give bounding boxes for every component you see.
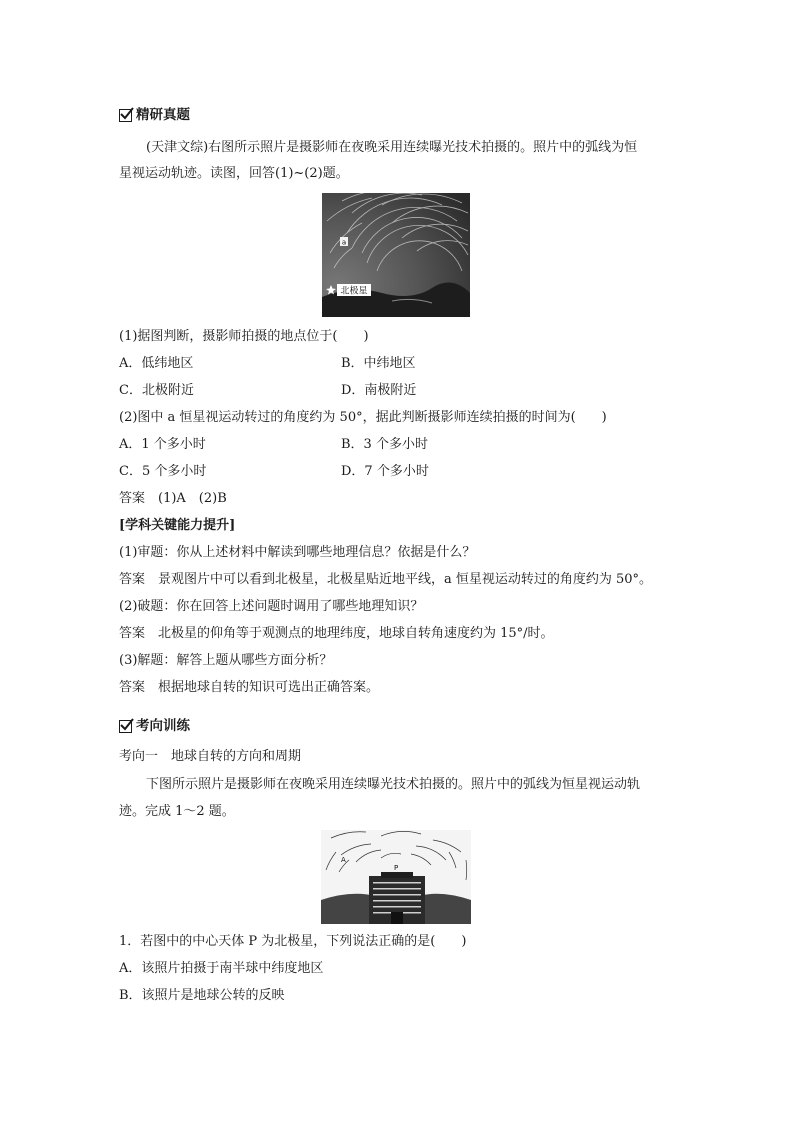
question-1: 1．若图中的中心天体 P 为北极星，下列说法正确的是( ): [119, 934, 467, 949]
question-1: (1)据图判断，摄影师拍摄的地点位于( ): [119, 329, 369, 344]
intro-text: 下图所示照片是摄影师在夜晚采用连续曝光技术拍摄的。照片中的弧线为恒星视运动轨: [146, 777, 641, 792]
star-label-p: P: [394, 864, 399, 872]
step-answer: 答案 景观图片中可以看到北极星，北极星贴近地平线，a 恒星视运动转过的角度约为 50°。: [119, 572, 653, 587]
intro-text: (天津文综)右图所示照片是摄影师在夜晚采用连续曝光技术拍摄的。照片中的弧线为恒: [146, 140, 638, 155]
section-title: 考向训练: [136, 718, 190, 734]
star-label-a: A: [341, 856, 346, 864]
question-2: (2)图中 a 恒星视运动转过的角度约为 50°，据此判断摄影师连续拍摄的时间为( ): [119, 410, 607, 425]
intro-text: 迹。完成 1～2 题。: [119, 804, 235, 819]
intro-text: 星视运动轨迹。读图，回答(1)~(2)题。: [119, 166, 349, 181]
building-star-trail-photo: [321, 830, 471, 924]
section-title: 精研真题: [136, 107, 190, 123]
option-b: B．该照片是地球公转的反映: [119, 988, 285, 1003]
option-b: B．3 个多小时: [341, 437, 428, 452]
option-c: C．5 个多小时: [119, 464, 207, 479]
option-d: D．7 个多小时: [341, 464, 429, 479]
star-label-a: a: [341, 238, 347, 247]
step-answer: 答案 根据地球自转的知识可选出正确答案。: [119, 680, 380, 695]
option-d: D．南极附近: [341, 383, 417, 398]
checkbox-icon: [119, 720, 132, 733]
checkbox-icon: [119, 109, 132, 122]
option-a: A．低纬地区: [119, 356, 194, 371]
ability-title: [学科关键能力提升]: [119, 518, 236, 533]
topic-heading: 考向一 地球自转的方向和周期: [119, 749, 302, 764]
section-header-jingyan: [119, 107, 190, 123]
polaris-label: 北极星: [340, 286, 368, 297]
option-b: B．中纬地区: [341, 356, 416, 371]
star-trail-photo: [322, 193, 470, 317]
step-question: (3)解题：解答上题从哪些方面分析？: [119, 653, 333, 668]
answer: 答案 (1)A (2)B: [119, 491, 227, 506]
option-a: A．1 个多小时: [119, 437, 206, 452]
option-a: A．该照片拍摄于南半球中纬度地区: [119, 961, 324, 976]
option-c: C．北极附近: [119, 383, 194, 398]
step-answer: 答案 北极星的仰角等于观测点的地理纬度，地球自转角速度约为 15°/时。: [119, 626, 554, 641]
step-question: (1)审题：你从上述材料中解读到哪些地理信息？依据是什么？: [119, 545, 476, 560]
step-question: (2)破题：你在回答上述问题时调用了哪些地理知识？: [119, 599, 424, 614]
section-header-kaoxiang: [119, 718, 190, 734]
